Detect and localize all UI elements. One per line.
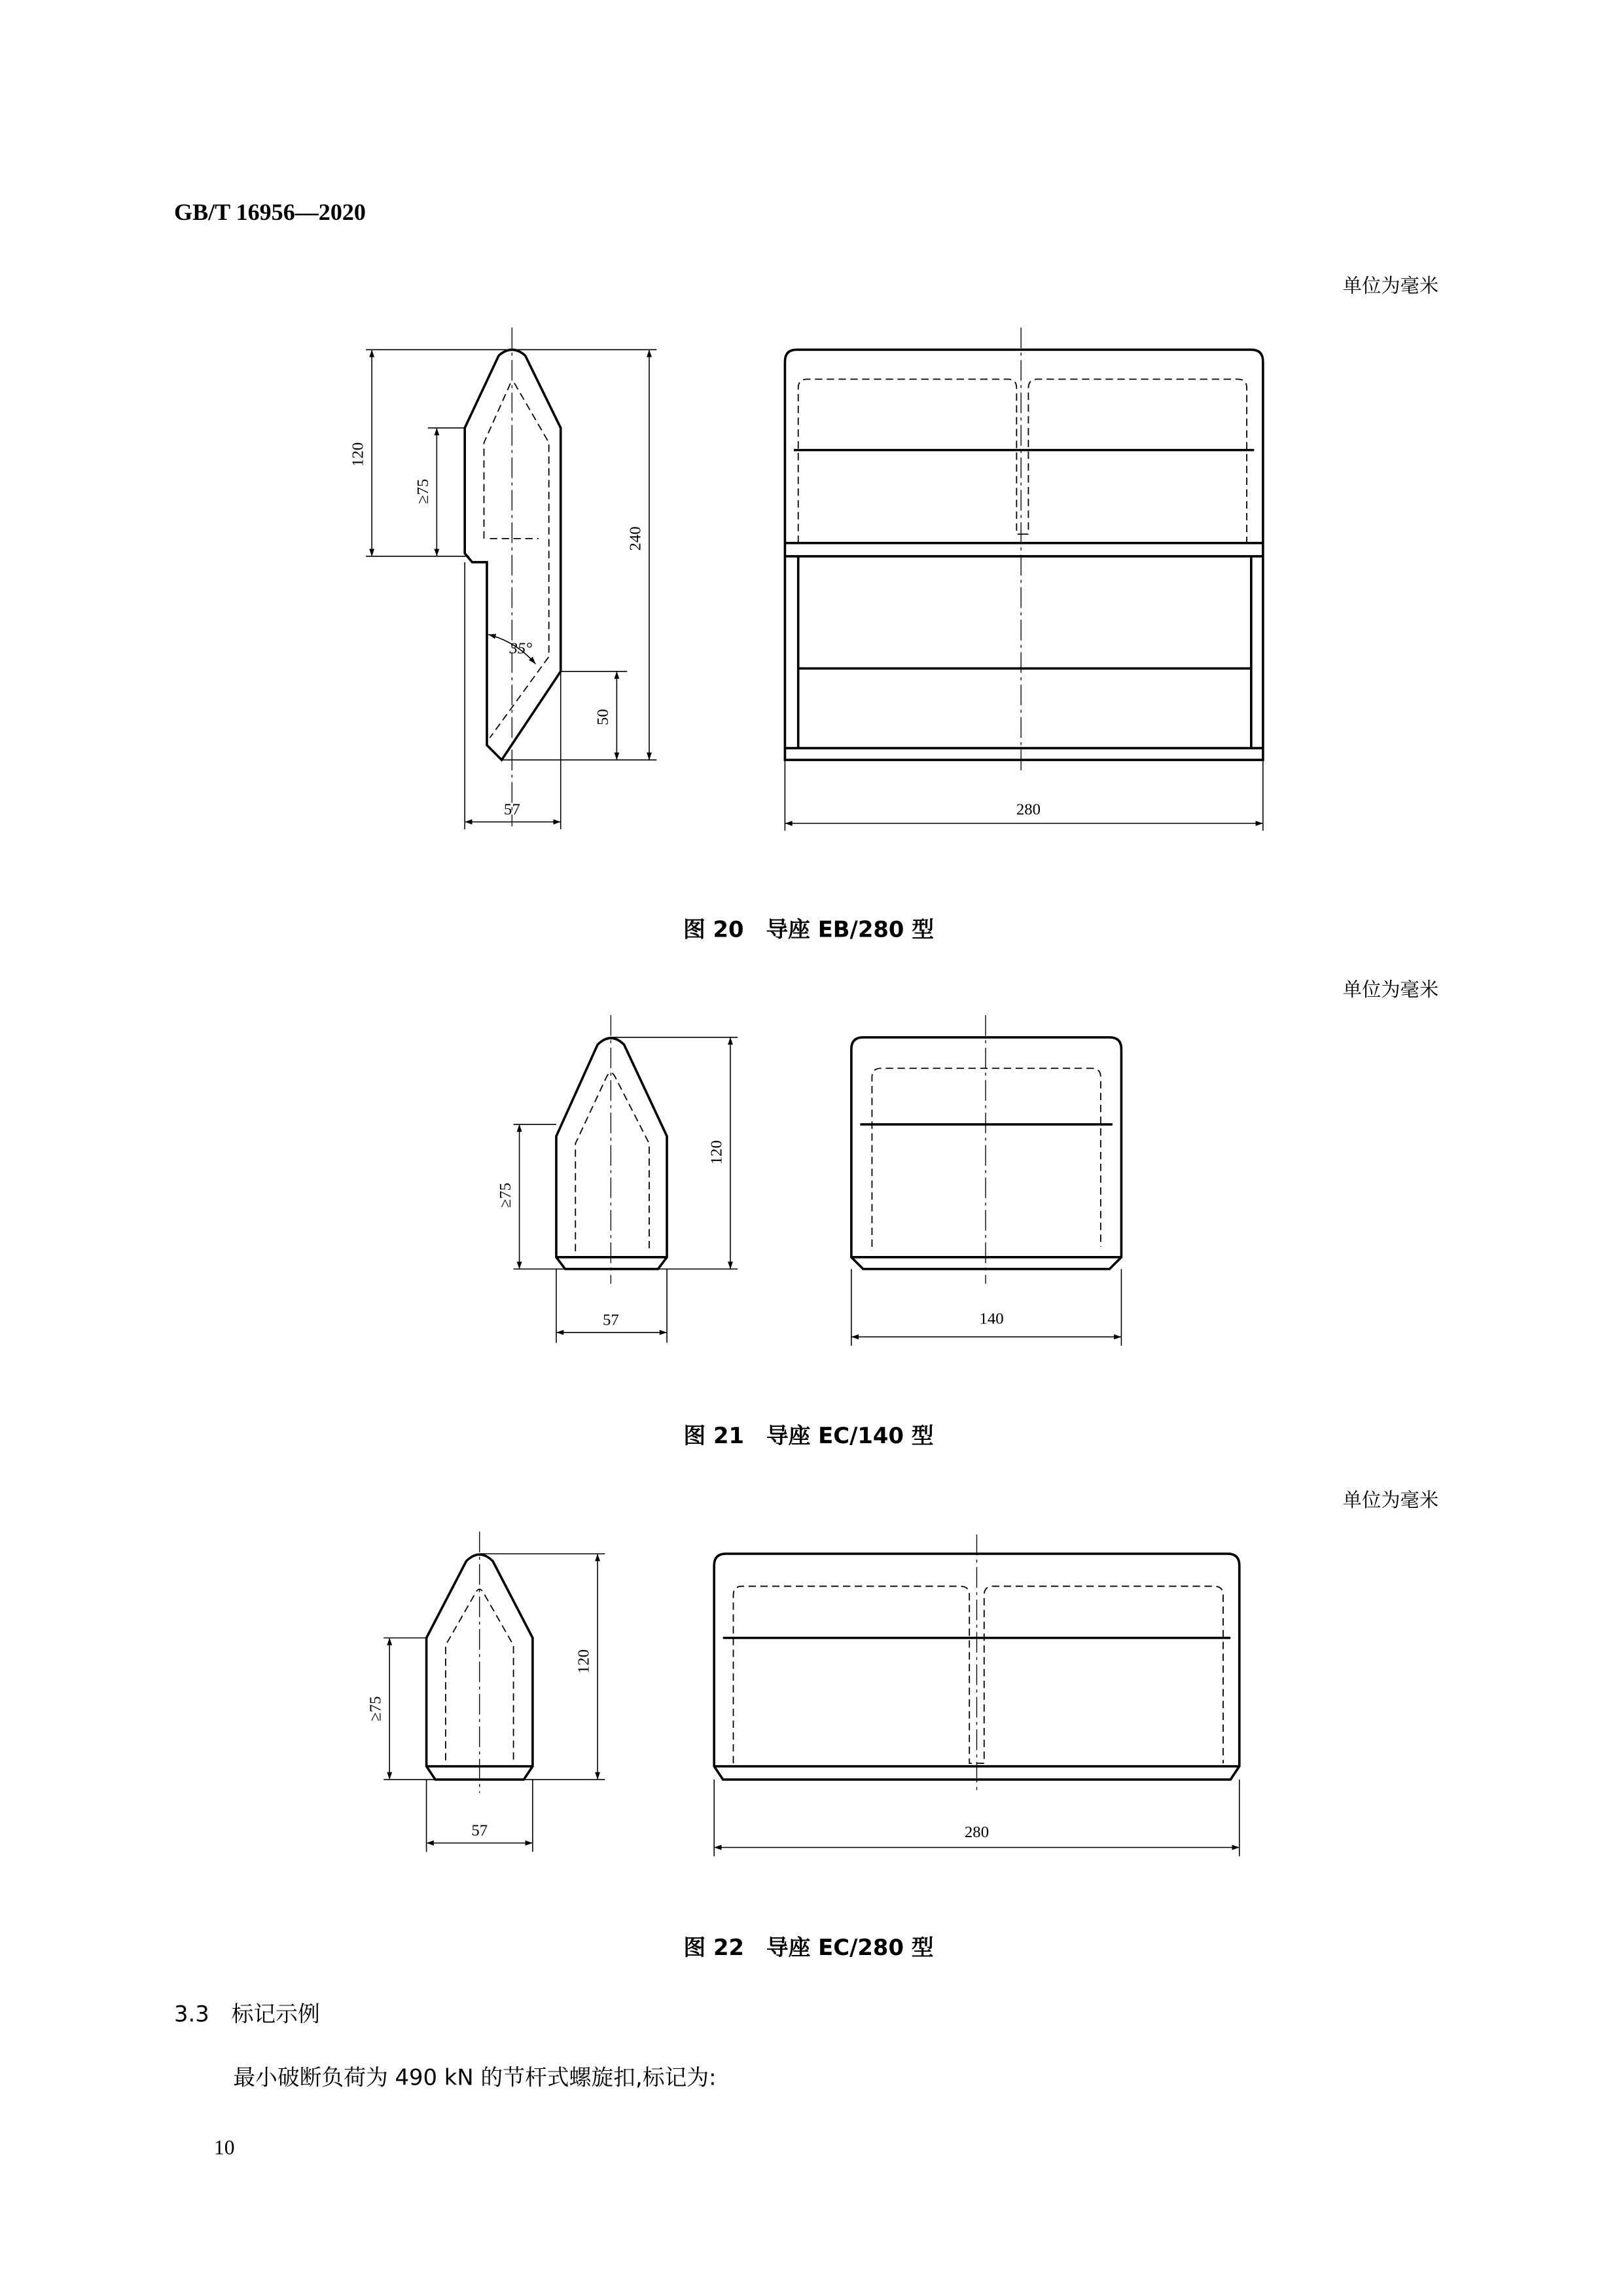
figure-21-caption: 图 21 导座 EC/140 型	[683, 1422, 934, 1448]
dim-ge75: ≥75	[414, 478, 432, 504]
figure-20-caption: 图 20 导座 EB/280 型	[683, 916, 935, 942]
figure-22-caption: 图 22 导座 EC/280 型	[683, 1935, 934, 1961]
dim-ge75: ≥75	[497, 1182, 515, 1208]
dim-280: 280	[964, 1823, 990, 1841]
dim-ge75: ≥75	[366, 1696, 385, 1721]
section-heading: 3.3 标记示例	[174, 2001, 320, 2027]
figure-22-side-view	[367, 1532, 605, 1852]
figure-20-side-view	[349, 327, 657, 829]
unit-note: 单位为毫米	[1342, 1488, 1439, 1511]
dim-57: 57	[471, 1821, 488, 1840]
figure-21-side-view	[497, 1015, 738, 1342]
section-paragraph: 最小破断负荷为 490 kN 的节杆式螺旋扣,标记为:	[233, 2064, 717, 2090]
dim-120: 120	[575, 1649, 593, 1674]
dim-angle-35: 35°	[509, 639, 533, 658]
figure-20-front-view	[785, 327, 1262, 831]
figure-22-front-view	[714, 1535, 1240, 1856]
dim-57: 57	[503, 800, 520, 819]
dim-140: 140	[979, 1310, 1004, 1328]
unit-note: 单位为毫米	[1342, 274, 1439, 297]
dim-280: 280	[1016, 800, 1041, 819]
dim-120: 120	[707, 1140, 726, 1165]
figure-21-front-view	[851, 1015, 1122, 1346]
dim-57: 57	[602, 1311, 619, 1329]
unit-note: 单位为毫米	[1342, 978, 1439, 1001]
dim-120: 120	[349, 442, 367, 467]
dim-50: 50	[594, 709, 612, 726]
page-number: 10	[213, 2136, 235, 2159]
dim-240: 240	[626, 526, 645, 551]
standard-header: GB/T 16956—2020	[174, 198, 366, 225]
